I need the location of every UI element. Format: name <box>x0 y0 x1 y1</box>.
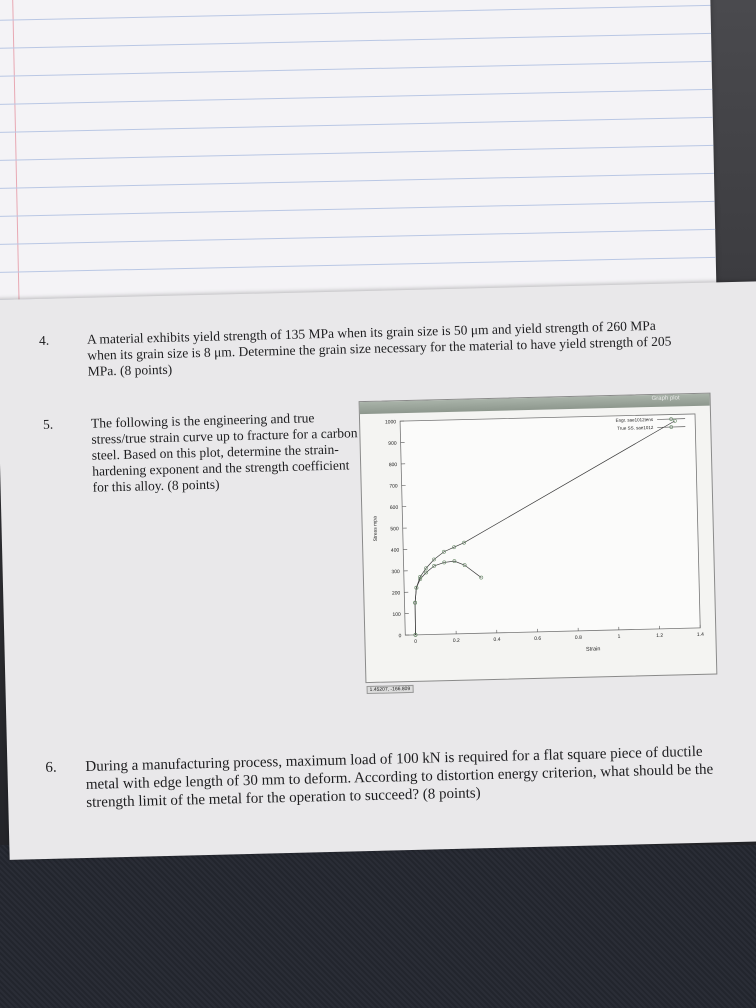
x-tick-label: 0.6 <box>534 635 542 642</box>
question-text: A material exhibits yield strength of 135 MPa when its grain size is 50 μm and yield strength of 260 MPa when its grain size is 8 μm. Determine the grain size necessary for the material to have yield strength of 205 MPa. (8 points) <box>86 317 672 379</box>
x-tick-label: 1.2 <box>656 632 664 639</box>
question-6 <box>45 742 726 812</box>
notebook-rule <box>0 257 716 273</box>
notebook-rule <box>0 89 712 105</box>
notebook-rule <box>0 5 710 21</box>
legend-label: True SS. sae1012 <box>617 424 654 431</box>
x-tick-label: 0.2 <box>452 637 460 644</box>
y-tick-label: 500 <box>390 526 399 533</box>
x-tick-label: 1.4 <box>696 631 704 638</box>
notebook-rule <box>0 33 711 49</box>
y-tick-label: 200 <box>391 590 401 597</box>
notebook-rule <box>0 117 713 133</box>
y-tick-label: 900 <box>388 440 397 447</box>
question-5 <box>42 409 363 496</box>
y-tick-label: 1000 <box>384 419 397 426</box>
y-tick-label: 600 <box>389 504 399 512</box>
notebook-rule <box>0 201 715 217</box>
x-axis-label: Strain <box>585 646 601 653</box>
chart-window <box>359 393 718 693</box>
legend-label: Engr. sae1012tens <box>615 416 654 423</box>
question-text: The following is the engineering and true stress/true strain curve up to fracture for a carbon steel. Based on this plot, determine the strain-hardening exponent and the strength coefficient for this alloy. (8 points) <box>90 410 358 495</box>
notebook-rule <box>0 229 715 245</box>
y-tick-label: 800 <box>388 462 398 469</box>
fabric-background <box>0 845 756 1008</box>
x-tick-label: 0.4 <box>493 636 501 643</box>
notebook-rule <box>0 173 714 189</box>
question-number: 5. <box>42 416 54 432</box>
y-tick-label: 0 <box>398 633 402 640</box>
y-tick-label: 400 <box>390 547 400 554</box>
question-4 <box>38 317 678 379</box>
exam-sheet <box>0 281 756 860</box>
notebook-margin-line <box>12 0 20 339</box>
y-tick-label: 700 <box>389 483 398 490</box>
x-tick-label: 0 <box>414 638 418 645</box>
x-tick-label: 0.8 <box>574 634 582 641</box>
question-number: 6. <box>45 759 57 776</box>
chart-window-title: Graph plot <box>651 395 680 403</box>
y-tick-label: 100 <box>392 611 401 619</box>
question-number: 4. <box>38 332 50 348</box>
stress-strain-chart <box>360 406 716 669</box>
y-tick-label: 300 <box>391 569 400 576</box>
question-text: During a manufacturing process, maximum load of 100 kN is required for a flat square piece of ductile metal with edge length of 30 mm to deform. According to distortion energy criterion, what should be the strength limit of the metal for the operation to succeed? (8 points) <box>85 743 714 811</box>
x-tick-label: 1 <box>617 633 621 640</box>
notebook-rule <box>0 61 712 77</box>
cursor-readout: 1.45207, -166.809 <box>367 685 414 694</box>
notebook-rule <box>0 145 713 161</box>
plot-area <box>400 414 700 635</box>
y-axis-label: Stress mpa <box>372 516 380 542</box>
